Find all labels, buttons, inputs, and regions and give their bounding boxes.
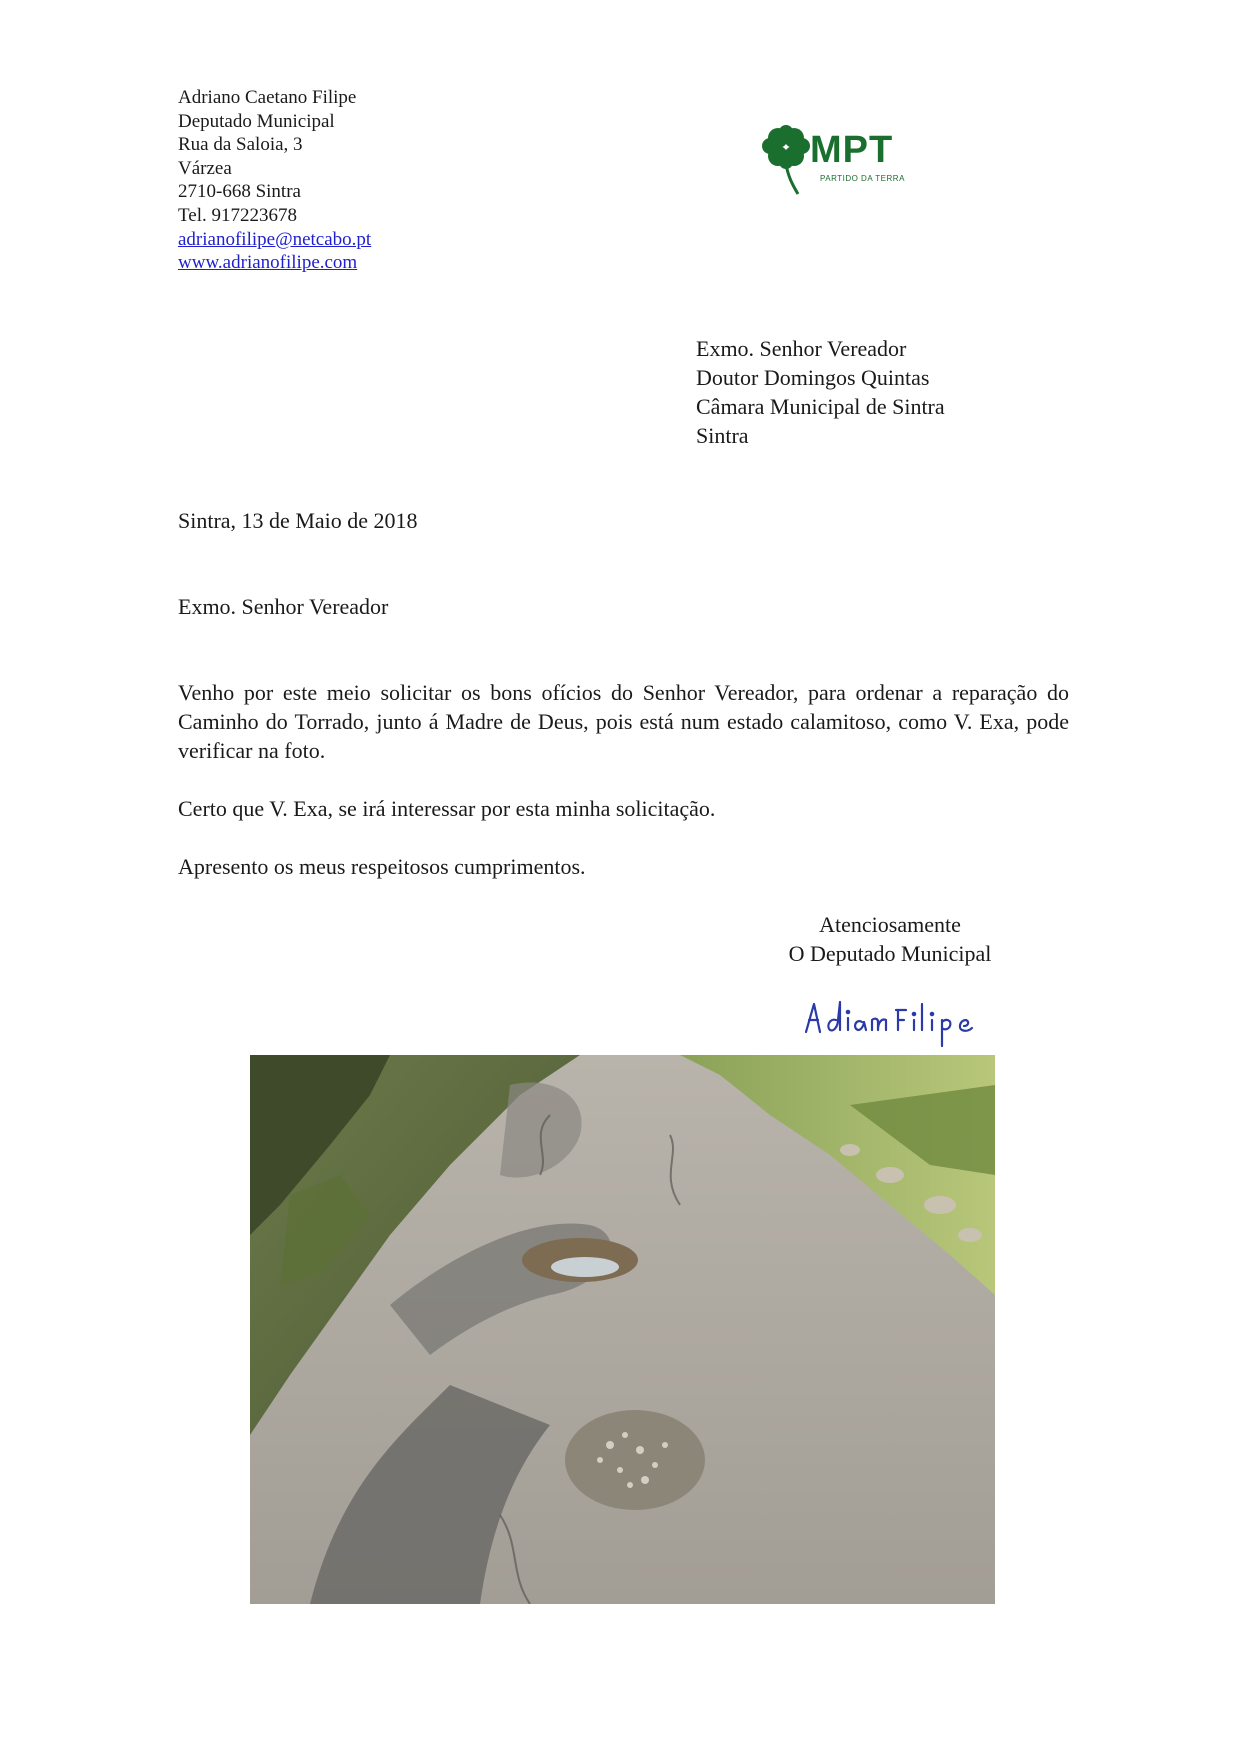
sender-name: Adriano Caetano Filipe (178, 87, 357, 108)
body-paragraph-1: Venho por este meio solicitar os bons ofícios do Senhor Vereador, para ordenar a reparação do Caminho do Torrado, junto á Madre de Deus, pois está num estado calamitoso, como V. Exa, pode verificar na foto. (178, 680, 1069, 763)
sender-block (178, 86, 371, 275)
recipient-line-4: Sintra (696, 423, 749, 448)
four-leaf-clover-icon (762, 124, 814, 196)
sender-website-link[interactable]: www.adrianofilipe.com (178, 252, 358, 274)
sender-email-link[interactable]: adrianofilipe@netcabo.pt (178, 228, 372, 250)
sender-locality: Várzea (178, 157, 232, 179)
recipient-block (696, 334, 945, 450)
logo-tagline: PARTIDO DA TERRA (820, 174, 905, 183)
handwritten-signature (800, 996, 1000, 1056)
sender-role: Deputado Municipal (178, 110, 335, 132)
party-logo (762, 124, 912, 196)
letter-body (178, 678, 1069, 910)
sender-phone: Tel. 917223678 (178, 204, 297, 226)
sender-street: Rua da Saloia, 3 (178, 134, 303, 156)
recipient-line-1: Exmo. Senhor Vereador (696, 336, 907, 361)
body-paragraph-2: Certo que V. Exa, se irá interessar por esta minha solicitação. (178, 796, 716, 821)
body-paragraph-3: Apresento os meus respeitosos cumprimentos. (178, 854, 586, 879)
closing-line-1: Atenciosamente (819, 912, 961, 937)
recipient-line-3: Câmara Municipal de Sintra (696, 394, 945, 419)
logo-acronym: MPT (810, 129, 894, 171)
closing-block (700, 910, 1080, 968)
salutation: Exmo. Senhor Vereador (178, 594, 389, 619)
sender-postal: 2710-668 Sintra (178, 181, 301, 203)
closing-line-2: O Deputado Municipal (788, 941, 992, 966)
letter-date: Sintra, 13 de Maio de 2018 (178, 508, 418, 533)
road-pothole-photo (250, 1055, 995, 1604)
recipient-line-2: Doutor Domingos Quintas (696, 365, 930, 390)
